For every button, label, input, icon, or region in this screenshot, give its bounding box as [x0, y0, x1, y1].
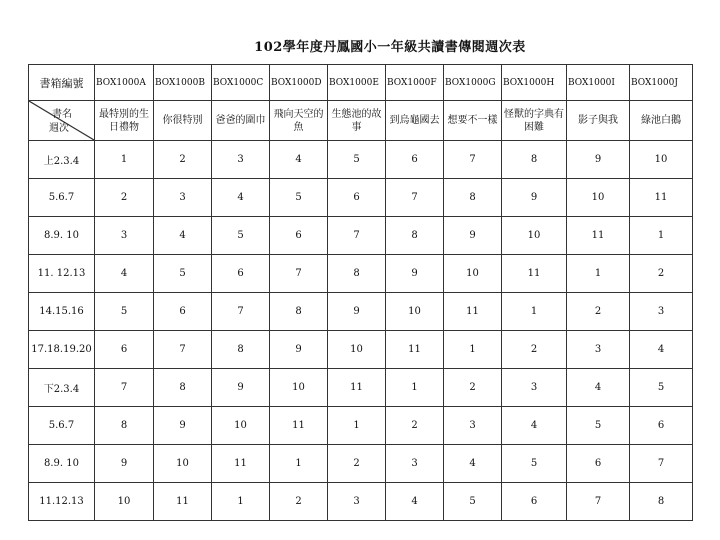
table-row [29, 369, 693, 407]
rotation-cell: 7 [444, 141, 502, 179]
table-row [29, 141, 693, 179]
rotation-cell: 7 [270, 255, 328, 293]
rotation-cell: 7 [95, 369, 154, 407]
table-body [29, 141, 693, 521]
table-row [29, 331, 693, 369]
rotation-cell: 8 [154, 369, 212, 407]
table-row [29, 255, 693, 293]
rotation-cell: 2 [567, 293, 630, 331]
rotation-cell: 7 [630, 445, 693, 483]
rotation-cell: 6 [270, 217, 328, 255]
rotation-cell: 2 [386, 407, 444, 445]
rotation-cell: 8 [386, 217, 444, 255]
rotation-cell: 10 [567, 179, 630, 217]
rotation-cell: 5 [270, 179, 328, 217]
rotation-cell: 2 [95, 179, 154, 217]
rotation-cell: 1 [270, 445, 328, 483]
book-title-cell: 生態池的故事 [328, 101, 386, 141]
box-code-cell: BOX1000I [567, 65, 630, 101]
rotation-cell: 10 [270, 369, 328, 407]
rotation-cell: 2 [154, 141, 212, 179]
rotation-cell: 8 [444, 179, 502, 217]
rotation-cell: 11 [154, 483, 212, 521]
rotation-cell: 8 [212, 331, 270, 369]
rotation-cell: 8 [630, 483, 693, 521]
rotation-cell: 4 [154, 217, 212, 255]
rotation-cell: 6 [630, 407, 693, 445]
rotation-cell: 7 [212, 293, 270, 331]
rotation-cell: 3 [630, 293, 693, 331]
document-title: 102學年度丹鳳國小一年級共讀書傳閱週次表 [254, 40, 526, 55]
rotation-cell: 5 [567, 407, 630, 445]
book-title-cell: 你很特別 [154, 101, 212, 141]
rotation-cell: 8 [502, 141, 567, 179]
rotation-cell: 3 [502, 369, 567, 407]
rotation-cell: 11 [212, 445, 270, 483]
book-title-cell: 影子與我 [567, 101, 630, 141]
rotation-cell: 4 [95, 255, 154, 293]
rotation-cell: 5 [630, 369, 693, 407]
rotation-cell: 5 [95, 293, 154, 331]
rotation-cell: 10 [386, 293, 444, 331]
rotation-cell: 10 [328, 331, 386, 369]
rotation-cell: 9 [328, 293, 386, 331]
rotation-cell: 6 [502, 483, 567, 521]
rotation-cell: 8 [95, 407, 154, 445]
week-label-cell: 8.9. 10 [29, 217, 95, 255]
book-title-cell: 最特別的生日禮物 [95, 101, 154, 141]
rotation-cell: 6 [212, 255, 270, 293]
rotation-cell: 3 [328, 483, 386, 521]
week-label-cell: 8.9. 10 [29, 445, 95, 483]
box-code-cell: BOX1000G [444, 65, 502, 101]
rotation-cell: 2 [502, 331, 567, 369]
rotation-cell: 1 [567, 255, 630, 293]
rotation-cell: 8 [270, 293, 328, 331]
rotation-cell: 4 [567, 369, 630, 407]
table-row [29, 179, 693, 217]
rotation-cell: 5 [502, 445, 567, 483]
rotation-cell: 1 [386, 369, 444, 407]
rotation-cell: 10 [154, 445, 212, 483]
rotation-cell: 3 [212, 141, 270, 179]
rotation-cell: 6 [95, 331, 154, 369]
rotation-cell: 7 [567, 483, 630, 521]
table-row [29, 407, 693, 445]
corner-label-week: 週次 [49, 123, 69, 134]
week-label-cell: 5.6.7 [29, 179, 95, 217]
rotation-cell: 10 [95, 483, 154, 521]
rotation-cell: 10 [630, 141, 693, 179]
box-code-cell: BOX1000F [386, 65, 444, 101]
book-title-cell: 到烏龜國去 [386, 101, 444, 141]
book-title-row [29, 101, 693, 141]
rotation-cell: 11 [270, 407, 328, 445]
rotation-cell: 6 [154, 293, 212, 331]
box-code-header: 書箱編號 [29, 65, 95, 101]
box-code-cell: BOX1000B [154, 65, 212, 101]
rotation-cell: 11 [386, 331, 444, 369]
rotation-cell: 4 [212, 179, 270, 217]
rotation-cell: 2 [270, 483, 328, 521]
rotation-cell: 3 [95, 217, 154, 255]
rotation-cell: 3 [386, 445, 444, 483]
week-label-cell: 17.18.19.20 [29, 331, 95, 369]
rotation-cell: 9 [95, 445, 154, 483]
week-label-cell: 下2.3.4 [29, 369, 95, 407]
rotation-cell: 2 [630, 255, 693, 293]
table-row [29, 217, 693, 255]
rotation-cell: 1 [444, 331, 502, 369]
rotation-cell: 7 [328, 217, 386, 255]
rotation-cell: 4 [444, 445, 502, 483]
rotation-cell: 4 [270, 141, 328, 179]
rotation-cell: 9 [502, 179, 567, 217]
box-code-cell: BOX1000A [95, 65, 154, 101]
book-title-cell: 爸爸的圍巾 [212, 101, 270, 141]
rotation-cell: 9 [270, 331, 328, 369]
rotation-cell: 5 [212, 217, 270, 255]
week-label-cell: 上2.3.4 [29, 141, 95, 179]
box-code-cell: BOX1000H [502, 65, 567, 101]
book-title-cell: 綠池白鵝 [630, 101, 693, 141]
rotation-cell: 7 [154, 331, 212, 369]
rotation-cell: 1 [630, 217, 693, 255]
rotation-cell: 6 [386, 141, 444, 179]
week-label-cell: 11. 12.13 [29, 255, 95, 293]
rotation-cell: 4 [502, 407, 567, 445]
rotation-cell: 4 [386, 483, 444, 521]
box-code-cell: BOX1000J [630, 65, 693, 101]
rotation-cell: 3 [444, 407, 502, 445]
week-label-cell: 11.12.13 [29, 483, 95, 521]
rotation-cell: 9 [154, 407, 212, 445]
rotation-cell: 11 [328, 369, 386, 407]
rotation-cell: 9 [386, 255, 444, 293]
week-label-cell: 5.6.7 [29, 407, 95, 445]
rotation-cell: 10 [444, 255, 502, 293]
rotation-cell: 11 [502, 255, 567, 293]
rotation-cell: 11 [567, 217, 630, 255]
rotation-cell: 9 [567, 141, 630, 179]
rotation-cell: 6 [567, 445, 630, 483]
rotation-cell: 9 [444, 217, 502, 255]
book-title-cell: 想要不一樣 [444, 101, 502, 141]
rotation-cell: 4 [630, 331, 693, 369]
rotation-cell: 8 [328, 255, 386, 293]
box-code-cell: BOX1000D [270, 65, 328, 101]
week-label-cell: 14.15.16 [29, 293, 95, 331]
table-row [29, 445, 693, 483]
rotation-table [28, 64, 693, 521]
book-title-cell: 飛向天空的魚 [270, 101, 328, 141]
box-code-row [29, 65, 693, 101]
table-row [29, 293, 693, 331]
rotation-cell: 2 [444, 369, 502, 407]
rotation-cell: 1 [95, 141, 154, 179]
box-code-cell: BOX1000E [328, 65, 386, 101]
box-code-cell: BOX1000C [212, 65, 270, 101]
rotation-cell: 10 [212, 407, 270, 445]
rotation-cell: 6 [328, 179, 386, 217]
rotation-cell: 7 [386, 179, 444, 217]
rotation-cell: 1 [212, 483, 270, 521]
rotation-cell: 5 [154, 255, 212, 293]
corner-label-book-title: 書名 [52, 109, 72, 120]
rotation-cell: 11 [444, 293, 502, 331]
rotation-cell: 3 [154, 179, 212, 217]
rotation-cell: 5 [444, 483, 502, 521]
title-week-corner-cell [29, 101, 95, 141]
rotation-cell: 1 [328, 407, 386, 445]
rotation-cell: 9 [212, 369, 270, 407]
rotation-cell: 3 [567, 331, 630, 369]
rotation-cell: 10 [502, 217, 567, 255]
rotation-cell: 11 [630, 179, 693, 217]
rotation-cell: 2 [328, 445, 386, 483]
book-title-cell: 怪獸的字典有困難 [502, 101, 567, 141]
table-row [29, 483, 693, 521]
rotation-cell: 1 [502, 293, 567, 331]
rotation-cell: 5 [328, 141, 386, 179]
